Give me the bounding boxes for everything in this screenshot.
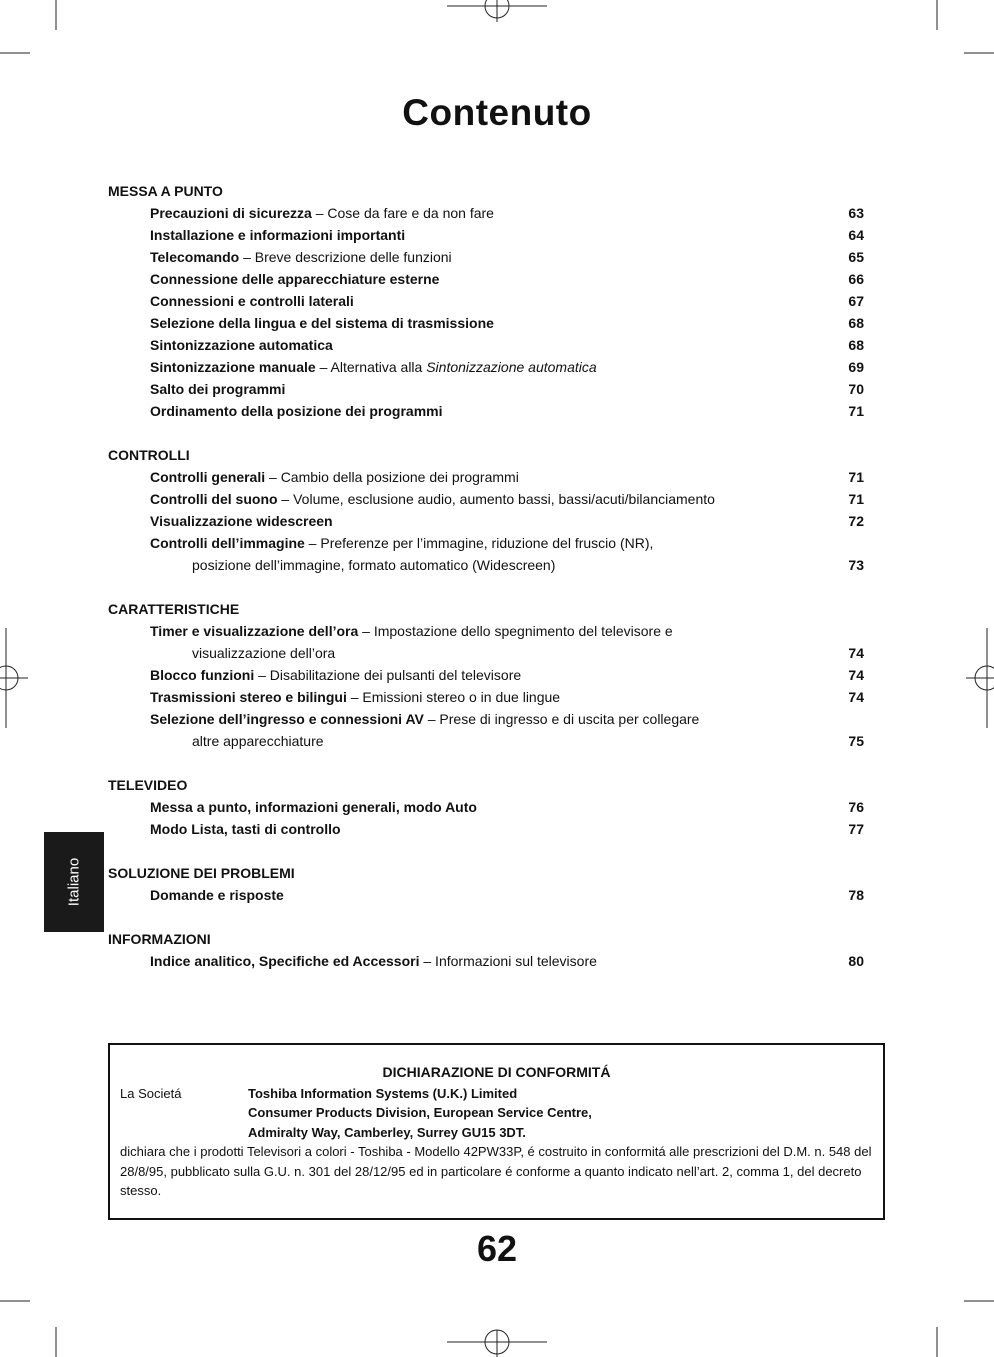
toc-entry[interactable]	[108, 620, 864, 664]
entry-description: – Preferenze per l’immagine, riduzione del fruscio (NR),	[304, 535, 654, 551]
entry-title: Controlli del suono	[150, 491, 278, 507]
section-heading: SOLUZIONE DEI PROBLEMI	[108, 865, 295, 881]
entry-page: 75	[848, 733, 864, 749]
page-number: 62	[476, 1228, 518, 1269]
section-heading: MESSA A PUNTO	[108, 183, 223, 199]
entry-description-continued: posizione dell’immagine, formato automatico (Widescreen)	[192, 557, 556, 573]
entry-title: Telecomando	[150, 249, 240, 265]
entry-page: 71	[848, 491, 864, 507]
declaration-address	[248, 1084, 592, 1143]
entry-page: 65	[848, 249, 864, 265]
entry-page: 68	[848, 315, 864, 331]
toc-entry[interactable]	[108, 796, 864, 818]
toc-section-televideo	[108, 774, 864, 840]
address-line: Toshiba Information Systems (U.K.) Limited	[248, 1085, 518, 1101]
toc-section-messa-a-punto	[108, 180, 864, 422]
entry-page: 72	[848, 513, 864, 529]
toc-entry[interactable]	[108, 290, 864, 312]
entry-description-continued: visualizzazione dell’ora	[192, 645, 336, 661]
toc-entry[interactable]	[108, 356, 864, 378]
entry-page: 74	[848, 689, 864, 705]
entry-description: – Cose da fare e da non fare	[311, 205, 494, 221]
section-heading: INFORMAZIONI	[108, 931, 211, 947]
entry-description: – Volume, esclusione audio, aumento bassi, bassi/acuti/bilanciamento	[277, 491, 715, 507]
toc-entry[interactable]	[108, 532, 864, 576]
entry-description: – Impostazione dello spegnimento del televisore e	[358, 623, 673, 639]
address-line: Consumer Products Division, European Service Centre,	[248, 1105, 592, 1120]
entry-title: Selezione della lingua e del sistema di trasmissione	[150, 315, 494, 331]
address-line: Admiralty Way, Camberley, Surrey GU15 3DT.	[248, 1124, 526, 1140]
entry-page: 77	[848, 821, 864, 837]
section-heading: CONTROLLI	[108, 447, 190, 463]
toc-entry[interactable]	[108, 686, 864, 708]
entry-page: 76	[848, 799, 864, 815]
entry-title: Timer e visualizzazione dell’ora	[150, 623, 359, 639]
entry-title: Trasmissioni stereo e bilingui	[150, 689, 347, 705]
entry-title: Precauzioni di sicurezza	[150, 205, 312, 221]
entry-page: 73	[848, 557, 864, 573]
toc-entry[interactable]	[108, 466, 864, 488]
entry-description: – Alternativa alla	[315, 359, 427, 375]
language-side-tab	[44, 832, 104, 932]
page-title: Contenuto	[402, 92, 592, 133]
entry-title: Selezione dell’ingresso e connessioni AV	[150, 711, 424, 727]
toc-entry[interactable]	[108, 708, 864, 752]
entry-page: 74	[848, 645, 864, 661]
entry-description: – Emissioni stereo o in due lingue	[346, 689, 561, 705]
toc-section-informazioni	[108, 928, 864, 972]
entry-page: 71	[848, 403, 864, 419]
entry-title: Connessione delle apparecchiature esterne	[150, 271, 440, 287]
toc-section-controlli	[108, 444, 864, 576]
entry-description: – Breve descrizione delle funzioni	[239, 249, 452, 265]
toc-entry[interactable]	[108, 488, 864, 510]
declaration-title: DICHIARAZIONE DI CONFORMITÁ	[382, 1064, 611, 1080]
entry-page: 80	[848, 953, 864, 969]
entry-description: – Informazioni sul televisore	[419, 953, 597, 969]
entry-page: 78	[848, 887, 864, 903]
entry-title: Controlli dell’immagine	[150, 535, 305, 551]
entry-title: Installazione e informazioni importanti	[150, 227, 406, 243]
toc-entry[interactable]	[108, 818, 864, 840]
section-heading: TELEVIDEO	[108, 777, 188, 793]
entry-title: Controlli generali	[150, 469, 266, 485]
toc-entry[interactable]	[108, 268, 864, 290]
toc-entry[interactable]	[108, 664, 864, 686]
language-side-tab-label: Italiano	[65, 857, 83, 907]
declaration-body: dichiara che i prodotti Televisori a colori - Toshiba - Modello 42PW33P, é costruito in conformitá alle prescrizioni del D.M. n. 548 del 28/8/95, pubblicato sulla G.U. n. 301 del 28/12/95 ed in particolare é conforme a quanto indicato nell’art. 2, comma 1, del decreto stesso.	[120, 1144, 872, 1198]
entry-page: 71	[848, 469, 864, 485]
table-of-contents	[108, 180, 864, 994]
toc-entry[interactable]	[108, 378, 864, 400]
entry-title: Modo Lista, tasti di controllo	[150, 821, 341, 837]
entry-title: Indice analitico, Specifiche ed Accessori	[150, 953, 420, 969]
toc-section-soluzione-dei-problemi	[108, 862, 864, 906]
entry-title: Messa a punto, informazioni generali, modo Auto	[150, 799, 477, 815]
toc-entry[interactable]	[108, 312, 864, 334]
toc-entry[interactable]	[108, 510, 864, 532]
toc-entry[interactable]	[108, 246, 864, 268]
entry-description-continued: altre apparecchiature	[192, 733, 324, 749]
entry-page: 70	[848, 381, 864, 397]
toc-section-caratteristiche	[108, 598, 864, 752]
entry-title: Visualizzazione widescreen	[150, 513, 333, 529]
entry-page: 69	[848, 359, 864, 375]
entry-title: Connessioni e controlli laterali	[150, 293, 354, 309]
declaration-company-row	[120, 1084, 873, 1143]
entry-page: 74	[848, 667, 864, 683]
entry-title: Sintonizzazione automatica	[150, 337, 333, 353]
entry-description: – Disabilitazione dei pulsanti del televisore	[254, 667, 522, 683]
entry-description: – Cambio della posizione dei programmi	[265, 469, 519, 485]
entry-page: 67	[848, 293, 864, 309]
toc-entry[interactable]	[108, 202, 864, 224]
entry-page: 66	[848, 271, 864, 287]
toc-entry[interactable]	[108, 334, 864, 356]
entry-title: Blocco funzioni	[150, 667, 255, 683]
entry-description: – Prese di ingresso e di uscita per collegare	[423, 711, 700, 727]
entry-title: Ordinamento della posizione dei programmi	[150, 403, 443, 419]
entry-description-italic: Sintonizzazione automatica	[426, 359, 597, 375]
entry-title: Domande e risposte	[150, 887, 284, 903]
conformity-declaration-box	[108, 1043, 885, 1220]
entry-page: 64	[848, 227, 864, 243]
toc-entry[interactable]	[108, 224, 864, 246]
entry-page: 68	[848, 337, 864, 353]
declaration-label: La Societá	[120, 1085, 182, 1101]
entry-page: 63	[848, 205, 864, 221]
section-heading: CARATTERISTICHE	[108, 601, 240, 617]
entry-title: Salto dei programmi	[150, 381, 286, 397]
entry-title: Sintonizzazione manuale	[150, 359, 316, 375]
toc-entry[interactable]	[108, 400, 864, 422]
toc-entry[interactable]	[108, 950, 864, 972]
toc-entry[interactable]	[108, 884, 864, 906]
